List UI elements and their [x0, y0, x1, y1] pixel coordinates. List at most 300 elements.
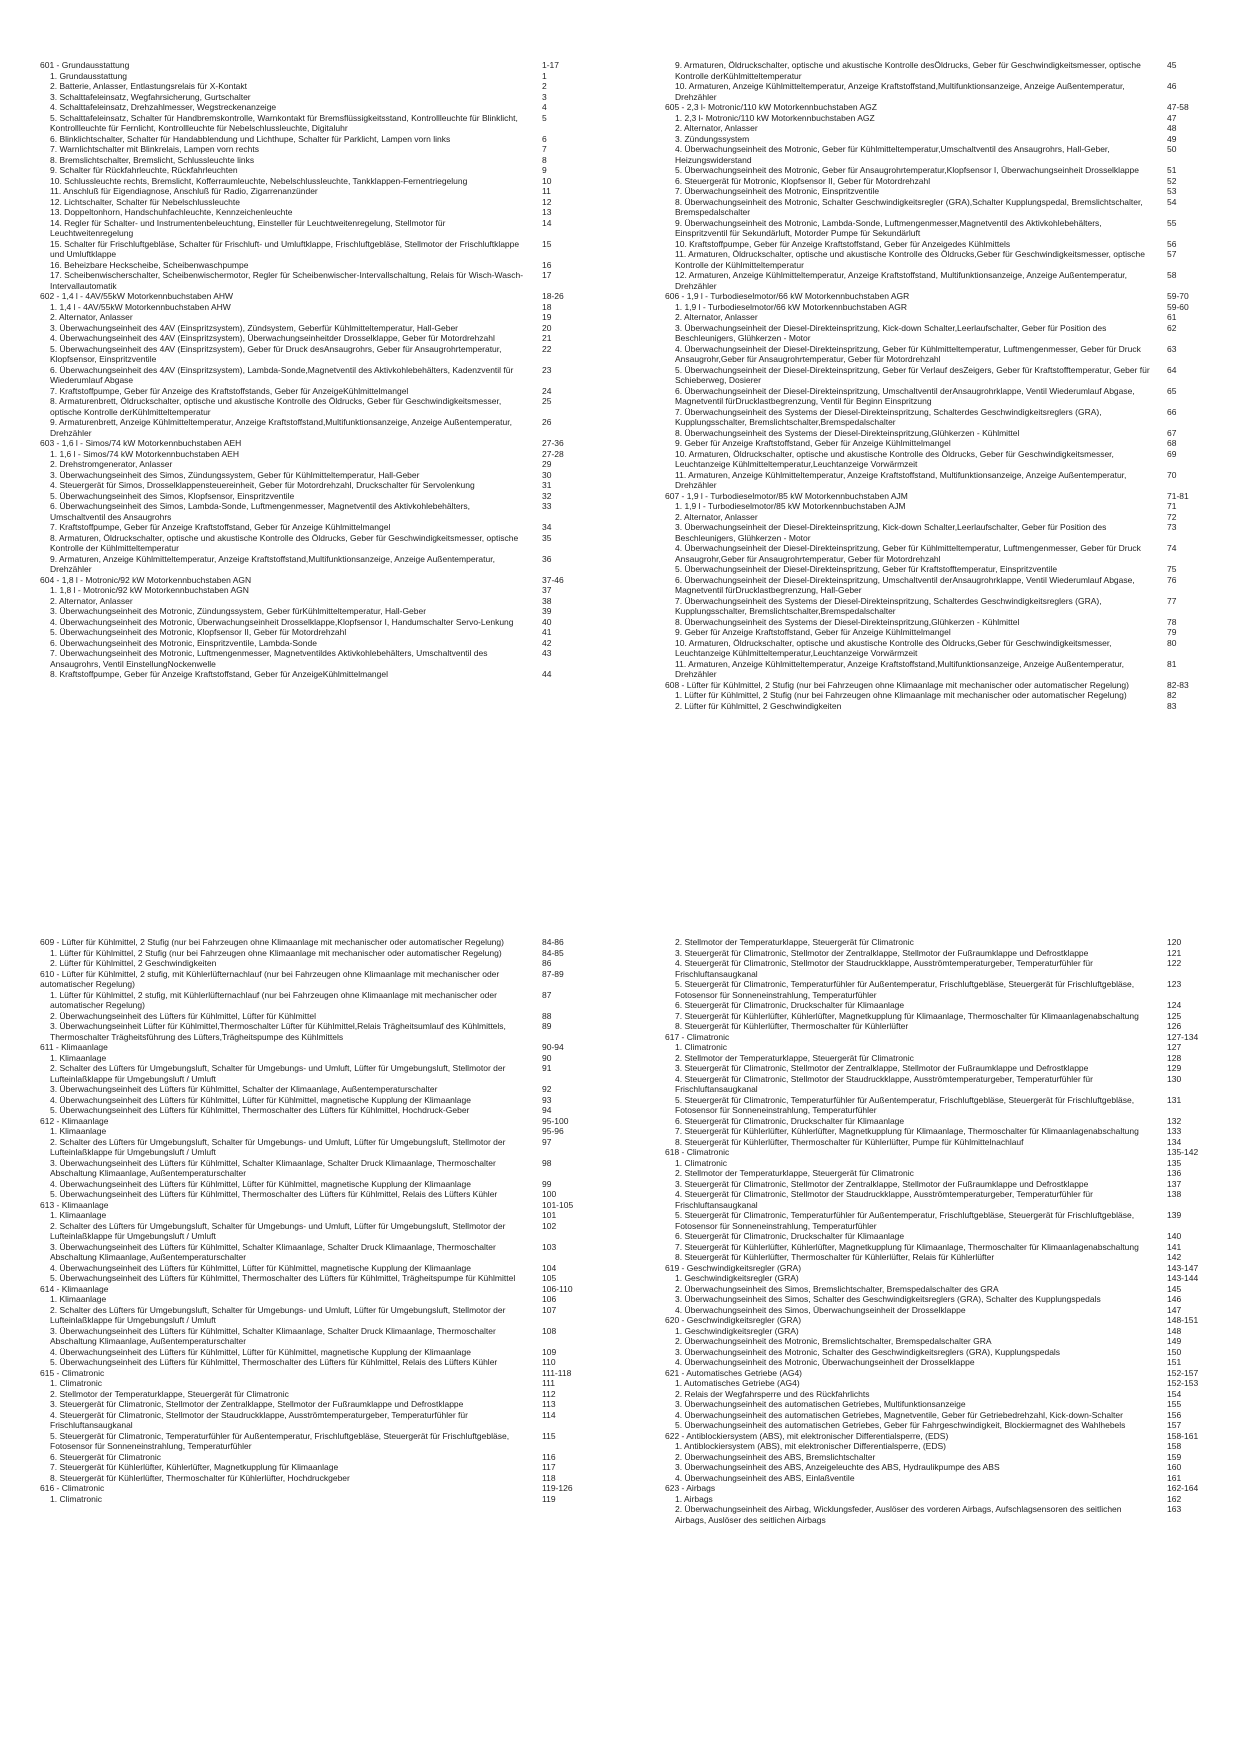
toc-entry-title: 7. Überwachungseinheit des Systems der Diesel-Direkteinspritzung, Schalterdes Geschwindigkeitsreglers (GRA), Kupplungsschalter, Bremslichtschalter,Bremspedalschalter [675, 406, 1102, 427]
toc-entry-pages: 115 [542, 1430, 556, 1441]
toc-entry-pages: 130 [1167, 1073, 1182, 1084]
toc-subentry [665, 1042, 1225, 1053]
toc-subentry [40, 1189, 600, 1200]
toc-entry-pages: 139 [1167, 1210, 1182, 1220]
toc-subentry [665, 1074, 1225, 1095]
toc-entry-pages: 137 [1167, 1178, 1182, 1189]
toc-entry-title: 4. Überwachungseinheit des Motronic, Überwachungseinheit der Drosselklappe [675, 1357, 975, 1367]
toc-block-top-right [665, 60, 1225, 810]
toc-entry-title: 4. Steuergerät für Climatronic, Stellmotor der Staudruckklappe, Ausströmtemperaturgeber, Temperaturfühler für Frischluftansaugkanal [675, 958, 1093, 979]
toc-entry-pages: 135-142 [1167, 1147, 1199, 1157]
toc-subentry [665, 218, 1225, 239]
toc-subentry [665, 958, 1225, 979]
toc-entry-title: 3. Überwachungseinheit des Motronic, Zündungssystem, Geber fürKühlmitteltemperatur, Hall-Geber [50, 606, 427, 616]
toc-subentry [40, 386, 600, 397]
toc-subentry [40, 1158, 600, 1179]
toc-entry-pages: 83 [1167, 700, 1177, 711]
toc-subentry [40, 207, 600, 218]
toc-entry-title: 5. Überwachungseinheit des Lüfters für Kühlmittel, Thermoschalter des Lüfters für Kühlmittel, Relais des Lüfters Kühler [50, 1189, 498, 1199]
toc-subentry [40, 1221, 600, 1242]
toc-subentry [40, 344, 600, 365]
toc-subentry [665, 1305, 1225, 1316]
toc-entry-pages: 82-83 [1167, 679, 1189, 690]
toc-entry-pages: 75 [1167, 564, 1177, 574]
toc-subentry [40, 1389, 600, 1400]
toc-entry-pages: 93 [542, 1094, 552, 1105]
toc-entry-pages: 87-89 [542, 968, 564, 979]
toc-subentry [665, 1389, 1225, 1400]
toc-entry-title: 2. Stellmotor der Temperaturklappe, Steuergerät für Climatronic [50, 1388, 289, 1399]
toc-entry-pages: 50 [1167, 144, 1177, 154]
toc-subentry [665, 1504, 1225, 1525]
toc-entry-title: 4. Überwachungseinheit der Diesel-Direkteinspritzung, Geber für Kühlmitteltemperatur, Luftmengenmesser, Geber für Druck Ansaugrohr,Geber für Ansaugrohrtemperatur, Geber für Motordrehzahl [675, 343, 1141, 364]
toc-subentry [665, 627, 1225, 638]
toc-subentry [665, 937, 1225, 948]
toc-block-bottom-right [665, 937, 1225, 1737]
toc-entry-pages: 120 [1167, 937, 1182, 947]
toc-subentry [40, 1494, 600, 1505]
toc-entry-title: 3. Steuergerät für Climatronic, Stellmotor der Zentralklappe, Stellmotor der Fußraumklappe und Defrostklappe [675, 1178, 1089, 1189]
toc-subentry [665, 1441, 1225, 1452]
toc-subentry [40, 155, 600, 166]
toc-entry-title: 2. Drehstromgenerator, Anlasser [50, 459, 173, 469]
toc-entry-title: 9. Armaturen, Anzeige Kühlmitteltemperatur, Anzeige Kraftstoffstand,Multifunktionsanzeige, Anzeige Außentemperatur, Drehzähler [50, 553, 495, 574]
toc-entry-pages: 151 [1167, 1357, 1182, 1367]
toc-entry-title: 4. Überwachungseinheit des Lüfters für Kühlmittel, Lüfter für Kühlmittel, magnetische Kupplung der Klimaanlage [50, 1346, 471, 1357]
toc-subentry [40, 1431, 600, 1452]
toc-entry-title: 1. Climatronic [675, 1157, 727, 1168]
toc-entry-pages: 129 [1167, 1063, 1182, 1073]
toc-entry-title: 9. Geber für Anzeige Kraftstoffstand, Geber für Anzeige Kühlmittelmangel [675, 438, 951, 448]
toc-subentry [665, 1336, 1225, 1347]
toc-entry-title: 4. Steuergerät für Climatronic, Stellmotor der Staudruckklappe, Ausströmtemperaturgeber, Temperaturfühler für Frischluftansaugkanal [675, 1073, 1093, 1094]
toc-entry-pages: 79 [1167, 627, 1177, 637]
toc-entry-pages: 72 [1167, 511, 1177, 522]
toc-entry-title: 2. Überwachungseinheit des Motronic, Bremslichtschalter, Bremspedalschalter GRA [675, 1336, 992, 1346]
toc-entry-title: 2. Alternator, Anlasser [50, 312, 133, 322]
toc-entry-pages: 141 [1167, 1241, 1182, 1252]
toc-entry-title: 11. Armaturen, Anzeige Kühlmitteltemperatur, Anzeige Kraftstoffstand, Multifunktionsanzeige, Anzeige Außentemperatur, Drehzähler [675, 469, 1127, 490]
toc-entry-title: 2. Relais der Wegfahrsperre und des Rückfahrlichts [675, 1388, 870, 1399]
toc-block-top-left [40, 60, 600, 810]
toc-subentry [665, 1473, 1225, 1484]
toc-entry-title: 6. Blinklichtschalter, Schalter für Handabblendung und Lichthupe, Schalter für Parklicht, Lampen vorn links [50, 133, 451, 144]
toc-entry-title: 5. Steuergerät für Climatronic, Temperaturfühler für Außentemperatur, Frischluftgebläse, Steuergerät für Frischluftgebläse, Fotosensor für Sonneneinstrahlung, Temperaturfühler [675, 1094, 1135, 1115]
toc-subentry [665, 1294, 1225, 1305]
toc-subentry [40, 1378, 600, 1389]
toc-entry-title: 8. Überwachungseinheit des Motronic, Schalter Geschwindigkeitsregler (GRA),Schalter Kupplungspedal, Bremslichtschalter, Bremspedalschalter [675, 196, 1143, 217]
toc-subentry [665, 197, 1225, 218]
toc-entry-pages: 162-164 [1167, 1483, 1199, 1493]
toc-entry-pages: 106-110 [542, 1283, 573, 1294]
toc-entry-pages: 152-153 [1167, 1378, 1199, 1388]
toc-entry-title: 15. Schalter für Frischluftgebläse, Schalter für Frischluft- und Umluftklappe, Frischluftgebläse, Stellmotor der Frischluftklappe und Umluftklappe [50, 238, 520, 259]
toc-subentry [665, 165, 1225, 176]
toc-section [665, 1368, 1225, 1379]
toc-subentry [40, 1473, 600, 1484]
toc-subentry [40, 480, 600, 491]
toc-entry-title: 10. Armaturen, Öldruckschalter, optische und akustische Kontrolle des Öldrucks, Geber für Geschwindigkeitsmesser, Leuchtanzeige Kühlmitteltemperatur,Leuchtanzeige Vorwärmzeit [675, 448, 1114, 469]
toc-entry-title: 4. Überwachungseinheit des Lüfters für Kühlmittel, Lüfter für Kühlmittel, magnetische Kupplung der Klimaanlage [50, 1178, 471, 1189]
toc-subentry [665, 312, 1225, 323]
toc-entry-pages: 54 [1167, 196, 1177, 207]
toc-entry-title: 17. Scheibenwischerschalter, Scheibenwischermotor, Regler für Scheibenwischer-Intervallschaltung, Relais für Wisch-Wasch-Intervallautomatik [50, 270, 524, 291]
toc-entry-title: 4. Überwachungseinheit der Diesel-Direkteinspritzung, Geber für Kühlmitteltemperatur, Luftmengenmesser, Geber für Druck Ansaugrohr,Geber für Ansaugrohrtemperatur, Geber für Motordrehzahl [675, 543, 1141, 564]
toc-entry-title: 606 - 1,9 l - Turbodieselmotor/66 kW Motorkennbuchstaben AGR [665, 291, 910, 301]
toc-entry-pages: 116 [542, 1451, 556, 1462]
toc-section [40, 291, 600, 302]
toc-entry-pages: 114 [542, 1409, 556, 1420]
toc-subentry [40, 958, 600, 969]
toc-entry-title: 5. Überwachungseinheit des Lüfters für Kühlmittel, Thermoschalter des Lüfters für Kühlmittel, Relais des Lüfters Kühler [50, 1357, 498, 1367]
toc-subentry [665, 1137, 1225, 1148]
toc-subentry [665, 1063, 1225, 1074]
toc-entry-title: 603 - 1,6 l - Simos/74 kW Motorkennbuchstaben AEH [40, 438, 242, 448]
toc-subentry [665, 323, 1225, 344]
toc-subentry [40, 617, 600, 628]
toc-entry-pages: 77 [1167, 595, 1177, 606]
toc-entry-title: 7. Kraftstoffpumpe, Geber für Anzeige des Kraftstoffstands, Geber für AnzeigeKühlmittelmangel [50, 385, 409, 396]
toc-entry-pages: 31 [542, 480, 552, 490]
toc-entry-pages: 38 [542, 595, 552, 606]
toc-subentry [40, 113, 600, 134]
toc-entry-title: 612 - Klimaanlage [40, 1115, 109, 1126]
toc-entry-pages: 59-70 [1167, 291, 1189, 301]
toc-entry-pages: 39 [542, 606, 552, 616]
toc-entry-pages: 23 [542, 364, 552, 375]
toc-entry-pages: 56 [1167, 238, 1177, 249]
toc-subentry [665, 659, 1225, 680]
toc-entry-pages: 82 [1167, 690, 1177, 700]
toc-subentry [665, 1357, 1225, 1368]
toc-entry-title: 1. Lüfter für Kühlmittel, 2 stufig, mit Kühlerlüfternachlauf (nur bei Fahrzeugen ohne Klimaanlage mit mechanischer oder automatischer Regelung) [50, 989, 497, 1010]
toc-entry-title: 3. Zündungssystem [675, 133, 750, 144]
toc-entry-pages: 69 [1167, 448, 1177, 459]
toc-entry-pages: 88 [542, 1010, 552, 1021]
toc-entry-title: 619 - Geschwindigkeitsregler (GRA) [665, 1262, 802, 1273]
toc-subentry [665, 1126, 1225, 1137]
toc-entry-pages: 108 [542, 1325, 557, 1336]
toc-subentry [40, 669, 600, 680]
toc-entry-title: 9. Armaturenbrett, Anzeige Kühlmitteltemperatur, Anzeige Kraftstoffstand,Multifunktionsanzeige, Anzeige Außentemperatur, Drehzähler [50, 417, 512, 438]
toc-entry-title: 5. Überwachungseinheit des Lüfters für Kühlmittel, Thermoschalter des Lüfters für Kühlmittel, Hochdruck-Geber [50, 1105, 470, 1115]
toc-entry-pages: 112 [542, 1388, 556, 1399]
toc-subentry [665, 596, 1225, 617]
toc-entry-title: 604 - 1,8 l - Motronic/92 kW Motorkennbuchstaben AGN [40, 574, 252, 585]
toc-entry-pages: 17 [542, 270, 552, 280]
toc-entry-pages: 95-96 [542, 1126, 564, 1136]
toc-entry-title: 9. Schalter für Rückfahrleuchte, Rückfahrleuchten [50, 165, 238, 175]
toc-entry-title: 1. 1,9 l - Turbodieselmotor/66 kW Motorkennbuchstaben AGR [675, 301, 907, 312]
toc-entry-title: 1. 1,6 l - Simos/74 kW Motorkennbuchstaben AEH [50, 448, 239, 459]
toc-entry-pages: 128 [1167, 1052, 1182, 1063]
toc-entry-title: 1. Geschwindigkeitsregler (GRA) [675, 1273, 799, 1283]
toc-subentry [665, 1189, 1225, 1210]
toc-entry-pages: 91 [542, 1063, 552, 1073]
toc-subentry [40, 1263, 600, 1274]
toc-entry-pages: 103 [542, 1241, 557, 1252]
toc-subentry [40, 606, 600, 617]
toc-subentry [665, 1378, 1225, 1389]
toc-entry-pages: 104 [542, 1262, 557, 1273]
toc-entry-title: 2. Lüfter für Kühlmittel, 2 Geschwindigkeiten [50, 958, 217, 968]
toc-subentry [40, 1053, 600, 1064]
toc-entry-pages: 2 [542, 81, 547, 91]
toc-entry-pages: 119-126 [542, 1483, 573, 1493]
toc-entry-pages: 155 [1167, 1399, 1182, 1409]
toc-block-bottom-left [40, 937, 600, 1737]
toc-subentry [665, 1326, 1225, 1337]
toc-entry-title: 4. Schalttafeleinsatz, Drehzahlmesser, Wegstreckenanzeige [50, 102, 277, 112]
toc-subentry [40, 1305, 600, 1326]
toc-entry-pages: 118 [542, 1472, 556, 1483]
toc-entry-pages: 157 [1167, 1420, 1182, 1430]
toc-entry-pages: 52 [1167, 175, 1177, 186]
toc-entry-title: 8. Kraftstoffpumpe, Geber für Anzeige Kraftstoffstand, Geber für AnzeigeKühlmittelmangel [50, 669, 388, 679]
toc-entry-pages: 111 [542, 1378, 555, 1388]
toc-entry-title: 7. Steuergerät für Kühlerlüfter, Kühlerlüfter, Magnetkupplung für Klimaanlage [50, 1462, 339, 1472]
toc-entry-pages: 42 [542, 637, 552, 648]
toc-subentry [40, 491, 600, 502]
toc-entry-pages: 133 [1167, 1126, 1182, 1136]
toc-entry-pages: 162 [1167, 1493, 1182, 1504]
toc-subentry [40, 1462, 600, 1473]
toc-section [665, 102, 1225, 113]
toc-subentry [665, 60, 1225, 81]
toc-subentry [40, 102, 600, 113]
toc-entry-title: 5. Überwachungseinheit des Simos, Klopfsensor, Einspritzventile [50, 490, 295, 501]
toc-entry-title: 1. Automatisches Getriebe (AG4) [675, 1378, 800, 1388]
toc-entry-title: 2. Schalter des Lüfters für Umgebungsluft, Schalter für Umgebungs- und Umluft, Lüfter für Umgebungsluft, Stellmotor der Lufteinlaßklappe für Umgebungsluft / Umluft [50, 1136, 506, 1157]
toc-subentry [665, 270, 1225, 291]
toc-entry-title: 1. Climatronic [50, 1493, 102, 1504]
toc-subentry [40, 554, 600, 575]
toc-entry-title: 8. Armaturenbrett, Öldruckschalter, optische und akustische Kontrolle des Öldrucks, Geber für Geschwindigkeitsmesser, optische Kontrolle derKühlmitteltemperatur [50, 396, 502, 417]
toc-entry-title: 8. Steuergerät für Kühlerlüfter, Thermoschalter für Kühlerlüfter, Pumpe für Kühlmittelnachlauf [675, 1136, 1024, 1147]
toc-entry-title: 611 - Klimaanlage [40, 1042, 108, 1052]
toc-entry-pages: 111-118 [542, 1367, 572, 1378]
toc-subentry [40, 1452, 600, 1463]
toc-entry-pages: 33 [542, 501, 552, 511]
toc-entry-title: 6. Steuergerät für Climatronic, Druckschalter für Klimaanlage [675, 1115, 905, 1126]
toc-subentry [40, 1273, 600, 1284]
toc-subentry [40, 1326, 600, 1347]
toc-section [665, 1147, 1225, 1158]
toc-entry-title: 2. Überwachungseinheit des ABS, Bremslichtschalter [675, 1451, 876, 1462]
toc-section [40, 1284, 600, 1295]
toc-entry-title: 14. Regler für Schalter- und Instrumentenbeleuchtung, Einsteller für Leuchtweitenregelung, Stellmotor für Leuchtweitenregelung [50, 217, 446, 238]
toc-subentry [665, 690, 1225, 701]
toc-subentry [40, 323, 600, 334]
toc-entry-pages: 62 [1167, 322, 1177, 333]
toc-subentry [665, 543, 1225, 564]
toc-entry-title: 4. Überwachungseinheit des Simos, Überwachungseinheit der Drosselklappe [675, 1304, 966, 1315]
toc-section [665, 1315, 1225, 1326]
toc-subentry [665, 1210, 1225, 1231]
toc-entry-pages: 59-60 [1167, 301, 1189, 312]
toc-entry-pages: 143-147 [1167, 1262, 1199, 1273]
toc-entry-pages: 121 [1167, 947, 1182, 958]
toc-entry-title: 11. Anschluß für Eigendiagnose, Anschluß für Radio, Zigarrenanzünder [50, 186, 318, 196]
toc-entry-title: 7. Überwachungseinheit des Motronic, Luftmengenmesser, Magnetventildes Aktivkohlebehälters, Umschaltventil des Ansaugrohrs, Ventil EinstellungNockenwelle [50, 648, 488, 669]
toc-entry-pages: 18 [542, 301, 552, 312]
toc-subentry [665, 449, 1225, 470]
toc-subentry [40, 396, 600, 417]
toc-entry-pages: 159 [1167, 1451, 1182, 1462]
toc-entry-title: 12. Lichtschalter, Schalter für Nebelschlussleuchte [50, 196, 240, 207]
toc-entry-pages: 70 [1167, 469, 1177, 480]
toc-entry-title: 1. Klimaanlage [50, 1294, 107, 1304]
toc-subentry [665, 979, 1225, 1000]
toc-entry-pages: 146 [1167, 1294, 1182, 1304]
toc-entry-pages: 110 [542, 1357, 556, 1367]
toc-section [665, 1263, 1225, 1274]
toc-entry-title: 8. Armaturen, Öldruckschalter, optische und akustische Kontrolle des Öldrucks, Geber für Geschwindigkeitsmesser, optische Kontrolle der Kühlmitteltemperatur [50, 532, 519, 553]
toc-subentry [665, 1452, 1225, 1463]
toc-entry-pages: 94 [542, 1105, 552, 1115]
toc-entry-pages: 131 [1167, 1094, 1182, 1105]
toc-subentry [40, 71, 600, 82]
toc-entry-pages: 1-17 [542, 60, 560, 70]
toc-entry-pages: 122 [1167, 958, 1182, 968]
toc-entry-pages: 148-151 [1167, 1315, 1199, 1325]
toc-entry-title: 3. Überwachungseinheit der Diesel-Direkteinspritzung, Kick-down Schalter,Leerlaufschalter, Geber für Position des Beschleunigers, Glühkerzen - Motor [675, 322, 1107, 343]
toc-entry-pages: 30 [542, 469, 552, 480]
toc-entry-title: 10. Armaturen, Öldruckschalter, optische und akustische Kontrolle des Öldrucks,Geber für Geschwindigkeitsmesser, Leuchtanzeige Kühlmitteltemperatur,Leuchtanzeige Vorwärmzeit [675, 637, 1112, 658]
toc-entry-title: 3. Überwachungseinheit des Motronic, Schalter des Geschwindigkeitsreglers (GRA), Kupplungspedals [675, 1346, 1061, 1357]
toc-entry-pages: 80 [1167, 637, 1177, 648]
toc-entry-pages: 10 [542, 175, 552, 186]
toc-entry-title: 609 - Lüfter für Kühlmittel, 2 Stufig (nur bei Fahrzeugen ohne Klimaanlage mit mechanischer oder automatischer Regelung) [40, 937, 504, 947]
toc-entry-title: 2. Schalter des Lüfters für Umgebungsluft, Schalter für Umgebungs- und Umluft, Lüfter für Umgebungsluft, Stellmotor der Lufteinlaßklappe für Umgebungsluft / Umluft [50, 1304, 506, 1325]
toc-subentry [665, 1011, 1225, 1022]
toc-entry-pages: 158-161 [1167, 1430, 1199, 1441]
toc-entry-pages: 66 [1167, 406, 1177, 417]
toc-entry-pages: 160 [1167, 1462, 1182, 1472]
toc-entry-title: 3. Überwachungseinheit des Lüfters für Kühlmittel, Schalter Klimaanlage, Schalter Druck Klimaanlage, Thermoschalter Abschaltung Klimaanlage, Außentemperaturschalter [50, 1241, 496, 1262]
toc-subentry [665, 1021, 1225, 1032]
toc-subentry [40, 449, 600, 460]
toc-entry-title: 2. Stellmotor der Temperaturklappe, Steuergerät für Climatronic [675, 937, 914, 947]
toc-entry-pages: 5 [542, 112, 547, 123]
toc-entry-title: 1. Klimaanlage [50, 1126, 107, 1136]
toc-entry-pages: 63 [1167, 343, 1177, 354]
toc-subentry [665, 1095, 1225, 1116]
toc-entry-title: 3. Steuergerät für Climatronic, Stellmotor der Zentralklappe, Stellmotor der Fußraumklappe und Defrostklappe [675, 947, 1089, 958]
toc-entry-title: 4. Überwachungseinheit des Motronic, Überwachungseinheit Drosselklappe,Klopfsensor I, Handumschalter Servo-Lenkung [50, 616, 514, 627]
toc-subentry [40, 470, 600, 481]
toc-entry-title: 1. Grundausstattung [50, 70, 128, 81]
toc-section [665, 1431, 1225, 1442]
toc-entry-pages: 132 [1167, 1115, 1182, 1126]
toc-entry-pages: 150 [1167, 1346, 1182, 1357]
toc-entry-pages: 81 [1167, 658, 1177, 669]
toc-section [40, 969, 600, 990]
toc-entry-title: 5. Steuergerät für Climatronic, Temperaturfühler für Außentemperatur, Frischluftgebläse, Steuergerät für Frischluftgebläse, Fotosensor für Sonneneinstrahlung, Temperaturfühler [675, 1210, 1135, 1231]
toc-entry-pages: 158 [1167, 1441, 1182, 1451]
toc-entry-pages: 24 [542, 385, 552, 396]
toc-entry-pages: 86 [542, 958, 552, 968]
toc-section [40, 1042, 600, 1053]
toc-entry-pages: 27-36 [542, 438, 564, 448]
toc-entry-title: 610 - Lüfter für Kühlmittel, 2 stufig, mit Kühlerlüfternachlauf (nur bei Fahrzeugen ohne Klimaanlage mit mechanischer oder automatischer Regelung) [40, 968, 500, 989]
toc-entry-title: 602 - 1,4 l - 4AV/55kW Motorkennbuchstaben AHW [40, 291, 234, 301]
toc-entry-title: 8. Überwachungseinheit des Systems der Diesel-Direkteinspritzung,Glühkerzen - Kühlmittel [675, 616, 1020, 627]
toc-entry-pages: 109 [542, 1346, 557, 1357]
toc-entry-title: 2. Lüfter für Kühlmittel, 2 Geschwindigkeiten [675, 700, 842, 711]
toc-entry-pages: 20 [542, 322, 552, 333]
toc-subentry [665, 470, 1225, 491]
toc-subentry [40, 270, 600, 291]
toc-subentry [40, 239, 600, 260]
toc-subentry [40, 1105, 600, 1116]
toc-entry-title: 5. Steuergerät für Climatronic, Temperaturfühler für Außentemperatur, Frischluftgebläse, Steuergerät für Frischluftgebläse, Fotosensor für Sonneneinstrahlung, Temperaturfühler [675, 979, 1135, 1000]
toc-entry-title: 2. Stellmotor der Temperaturklappe, Steuergerät für Climatronic [675, 1052, 914, 1063]
toc-entry-title: 2. Alternator, Anlasser [675, 511, 758, 522]
toc-subentry [665, 1399, 1225, 1410]
toc-subentry [40, 990, 600, 1011]
toc-subentry [665, 344, 1225, 365]
toc-subentry [40, 1179, 600, 1190]
toc-entry-title: 11. Armaturen, Öldruckschalter, optische und akustische Kontrolle des Öldrucks,Geber für Geschwindigkeitsmesser, optische Kontrolle der Kühlmitteltemperatur [675, 249, 1145, 270]
toc-subentry [40, 648, 600, 669]
toc-entry-title: 8. Bremslichtschalter, Bremslicht, Schlussleuchte links [50, 154, 255, 165]
toc-entry-title: 6. Überwachungseinheit des Motronic, Einspritzventile, Lambda-Sonde [50, 637, 317, 648]
toc-entry-title: 7. Kraftstoffpumpe, Geber für Anzeige Kraftstoffstand, Geber für Anzeige Kühlmittelmangel [50, 522, 391, 532]
toc-entry-pages: 9 [542, 165, 547, 175]
toc-entry-title: 5. Überwachungseinheit des automatischen Getriebes, Geber für Fahrgeschwindigkeit, Blockiermagnet des Wahlhebels [675, 1420, 1126, 1430]
toc-entry-pages: 89 [542, 1021, 552, 1031]
toc-section [40, 1483, 600, 1494]
toc-entry-title: 10. Schlussleuchte rechts, Bremslicht, Kofferraumleuchte, Nebelschlussleuchte, Tankklappen-Fernentriegelung [50, 175, 468, 186]
toc-entry-title: 2. Batterie, Anlasser, Entlastungsrelais für X-Kontakt [50, 81, 248, 91]
toc-entry-pages: 32 [542, 490, 552, 501]
toc-entry-title: 5. Überwachungseinheit der Diesel-Direkteinspritzung, Geber für Kraftstofftemperatur, Einspritzventile [675, 564, 1058, 574]
toc-subentry [40, 134, 600, 145]
toc-entry-title: 6. Überwachungseinheit der Diesel-Direkteinspritzung, Umschaltventil derAnsaugrohrklappe, Ventil Wiederumlauf Abgase, Magnetventil fürDrucklastbegrenzung, Hall-Geber [675, 574, 1135, 595]
toc-entry-pages: 1 [542, 70, 547, 81]
toc-entry-title: 2. Überwachungseinheit des Airbag, Wicklungsfeder, Auslöser des vorderen Airbags, Aufschlagsensoren des seitlichen Airbags, Auslöser des seitlichen Airbags [675, 1504, 1122, 1525]
toc-section [40, 1200, 600, 1211]
toc-entry-pages: 161 [1167, 1472, 1182, 1483]
toc-subentry [665, 407, 1225, 428]
toc-section [40, 60, 600, 71]
toc-subentry [40, 1126, 600, 1137]
toc-entry-pages: 95-100 [542, 1115, 569, 1126]
toc-entry-title: 3. Überwachungseinheit des Simos, Zündungssystem, Geber für Kühlmitteltemperatur, Hall-Geber [50, 469, 420, 480]
toc-entry-pages: 29 [542, 459, 552, 469]
toc-entry-pages: 76 [1167, 574, 1177, 585]
toc-subentry [665, 123, 1225, 134]
toc-entry-pages: 117 [542, 1462, 556, 1472]
toc-subentry [40, 1410, 600, 1431]
toc-entry-title: 5. Überwachungseinheit des Motronic, Klopfsensor II, Geber für Motordrehzahl [50, 627, 347, 637]
toc-entry-title: 6. Steuergerät für Climatronic, Druckschalter für Klimaanlage [675, 1231, 905, 1241]
toc-entry-title: 6. Steuergerät für Climatronic, Druckschalter für Klimaanlage [675, 1000, 905, 1010]
toc-entry-title: 615 - Climatronic [40, 1367, 105, 1378]
toc-entry-pages: 16 [542, 259, 552, 270]
toc-subentry [40, 1063, 600, 1084]
toc-entry-title: 7. Überwachungseinheit des Systems der Diesel-Direkteinspritzung, Schalterdes Geschwindigkeitsreglers (GRA), Kupplungsschalter, Bremslichtschalter,Bremspedalschalter [675, 595, 1102, 616]
toc-entry-title: 608 - Lüfter für Kühlmittel, 2 Stufig (nur bei Fahrzeugen ohne Klimaanlage mit mechanischer oder automatischer Regelung) [665, 679, 1129, 690]
toc-subentry [665, 638, 1225, 659]
toc-subentry [665, 302, 1225, 313]
toc-entry-title: 1. Airbags [675, 1493, 713, 1504]
toc-entry-title: 3. Steuergerät für Climatronic, Stellmotor der Zentralklappe, Stellmotor der Fußraumklappe und Defrostklappe [675, 1063, 1089, 1073]
toc-subentry [665, 1231, 1225, 1242]
toc-section [665, 1483, 1225, 1494]
toc-entry-title: 4. Überwachungseinheit des Motronic, Geber für Kühlmitteltemperatur,Umschaltventil des Ansaugrohrs, Hall-Geber, Heizungswiderstand [675, 144, 1110, 165]
